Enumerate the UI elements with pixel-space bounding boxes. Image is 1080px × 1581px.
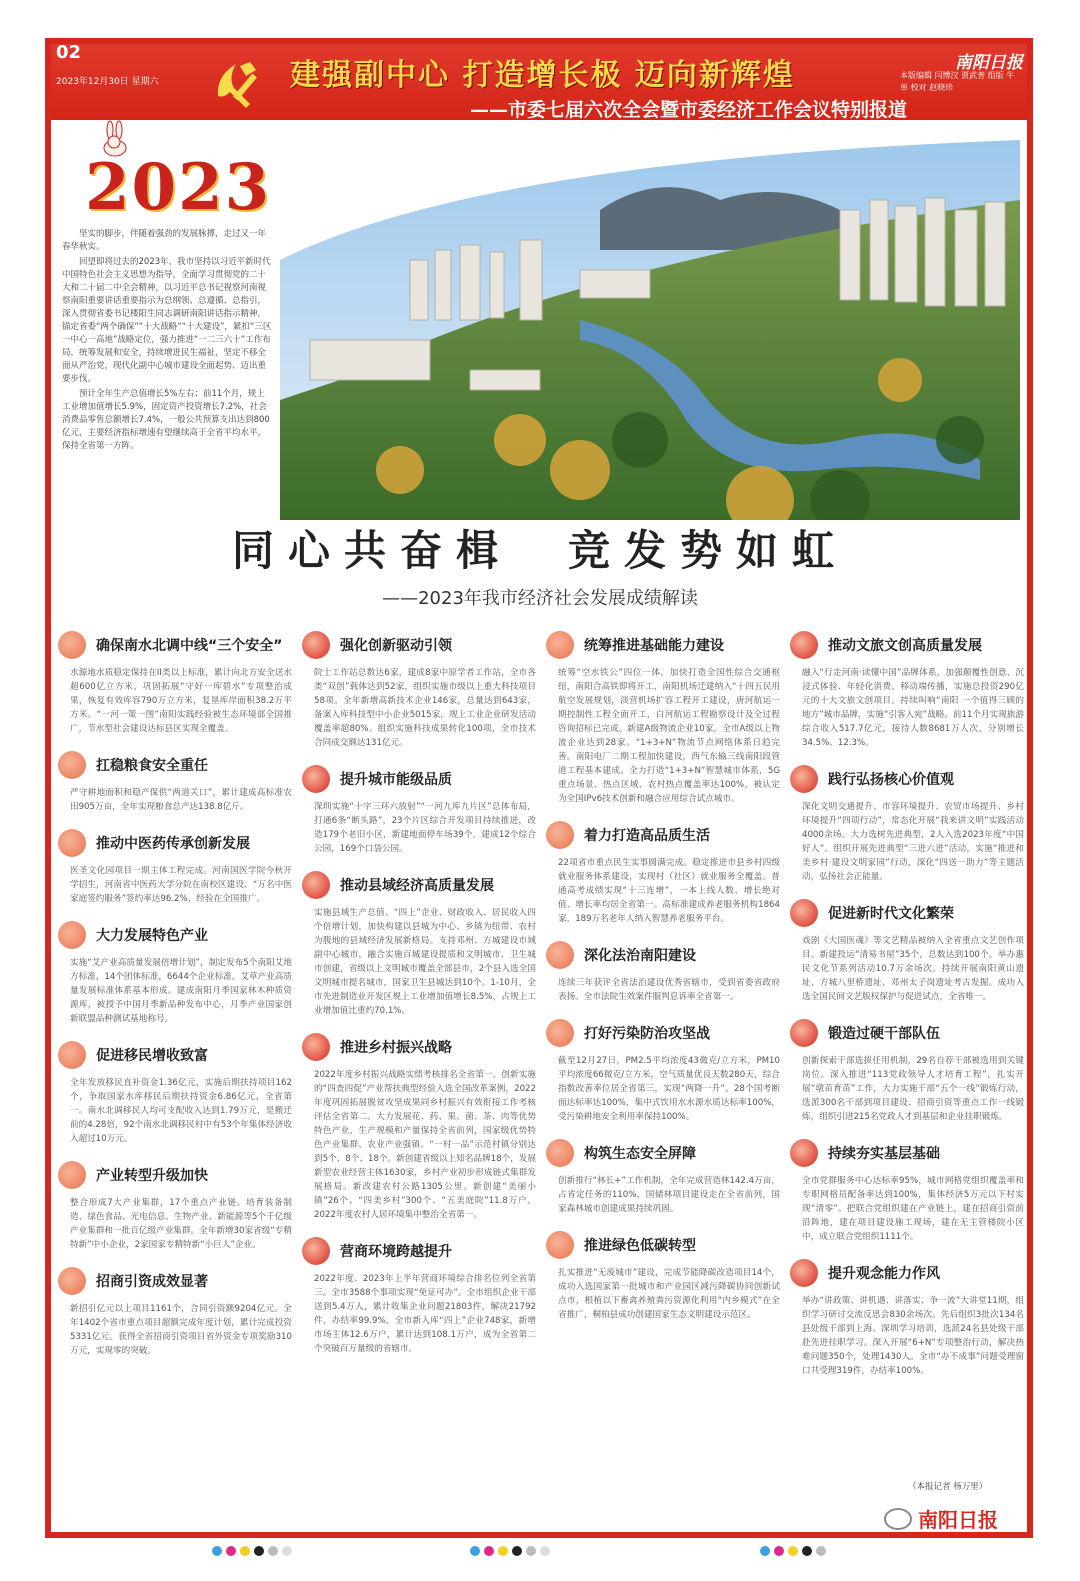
section-header xyxy=(58,750,292,780)
section-title: 确保南水北调中线“三个安全” xyxy=(96,638,283,654)
medical-kit-icon xyxy=(58,829,86,857)
lotus-icon xyxy=(58,921,86,949)
section-body: 深化文明交通提升、市容环境提升、农贸市场提升、乡村环境提升“四项行动”，常态化开展“我来讲文明”实践活动4000余场。大力选树先进典型，2人入选2023年度“中国好人”。组织开展先进典型“三进六进”活动，实施“推进和美乡村·建设文明家园”行动，深化“四送一助力”等主题活动，弘扬社会正能量。 xyxy=(802,802,1024,882)
article-section xyxy=(58,750,292,814)
color-registration-marks xyxy=(470,1546,550,1556)
article-section xyxy=(302,870,536,1018)
plane-icon xyxy=(546,821,574,849)
section-body: 截至12月27日，PM2.5平均浓度43微克/立方米，PM10平均浓度66微克/立方米，空气质量优良天数280天，综合指数改善率位居全省第三，实现“两降一升”。28个国考断面达标率达100%，集中式饮用水水源水质达标率100%，受污染耕地安全利用率保持100%。 xyxy=(558,1056,780,1122)
section-header xyxy=(546,820,780,850)
article-section xyxy=(546,1230,780,1322)
water-drop-icon xyxy=(58,631,86,659)
section-body: 全市党群服务中心达标率95%，城市网格党组织覆盖率和专职网格员配备率达到100%，集体经济5万元以下村实现“清零”。把联合党组织建在产业链上，建在招商引资前沿阵地，建在项目建设施工现场，建在无主管楼院小区中，成立联合党组织1111个。 xyxy=(802,1176,1024,1242)
section-title: 推动文旅文创高质量发展 xyxy=(828,638,982,654)
intro-text xyxy=(62,228,272,455)
article-section xyxy=(546,1018,780,1124)
city-aerial-photo xyxy=(280,140,1020,520)
person-icon xyxy=(58,1041,86,1069)
section-header xyxy=(58,920,292,950)
masthead-logo: 南阳日报 xyxy=(955,53,1023,73)
main-subtitle: ——2023年我市经济社会发展成绩解读 xyxy=(382,588,698,609)
article-section xyxy=(302,630,536,750)
article-section xyxy=(302,1032,536,1222)
registration-dot xyxy=(802,1546,812,1556)
reporter-credit: （本报记者 杨万里） xyxy=(908,1482,988,1492)
building-icon xyxy=(302,1237,330,1265)
section-title: 构筑生态安全屏障 xyxy=(584,1146,696,1162)
page-number: 02 xyxy=(56,42,82,63)
wechat-watermark xyxy=(884,1504,998,1533)
registration-dot xyxy=(760,1546,770,1556)
section-title: 统筹推进基础能力建设 xyxy=(584,638,724,654)
section-header xyxy=(790,1138,1024,1168)
registration-dot xyxy=(484,1546,494,1556)
registration-dot xyxy=(540,1546,550,1556)
section-title: 营商环境跨越提升 xyxy=(340,1244,452,1260)
section-title: 提升观念能力作风 xyxy=(828,1266,940,1282)
registration-dot xyxy=(774,1546,784,1556)
section-title: 推动县域经济高质量发展 xyxy=(340,878,494,894)
registration-dot xyxy=(816,1546,826,1556)
editors-credit: 本版编辑 闫博汉 贾武普 组版 牛 单 校对 赵晓珍 xyxy=(900,71,1015,92)
registration-dot xyxy=(498,1546,508,1556)
crane-icon xyxy=(546,631,574,659)
section-title: 强化创新驱动引领 xyxy=(340,638,452,654)
ship-icon xyxy=(58,1267,86,1295)
section-title: 大力发展特色产业 xyxy=(96,928,208,944)
team-icon xyxy=(790,1019,818,1047)
headline: 建强副中心 打造增长极 迈向新辉煌 xyxy=(290,58,795,93)
section-header xyxy=(546,630,780,660)
section-body: 医圣文化园项目一期主体工程完成。河南国医学院今秋开学招生，河南省中医药大学分院在南校区建设、“万名中医家庭签约服务”签约率达96.2%，经验在全国推广。 xyxy=(70,866,292,904)
pavilion-icon xyxy=(790,631,818,659)
wechat-icon xyxy=(884,1508,912,1530)
section-title: 扛稳粮食安全重任 xyxy=(96,758,208,774)
column-4 xyxy=(790,630,1024,1392)
article-section xyxy=(58,1040,292,1146)
registration-dot xyxy=(240,1546,250,1556)
section-header xyxy=(302,764,536,794)
article-section xyxy=(58,630,292,736)
section-header xyxy=(790,898,1024,928)
wechat-name: 南阳日报 xyxy=(918,1508,998,1532)
article-section xyxy=(546,940,780,1004)
section-body: 深圳实施“十字三环六放射”“一河九库九片区”总体布局，打通6条“断头路”，23个片区综合开发项目持续推进，改造179个老旧小区，新建地面停车场39个，建成12个综合公园，169个口袋公园。 xyxy=(314,802,536,854)
section-header xyxy=(302,630,536,660)
section-body: 统筹“空水铁公”四位一体，加快打造全国性综合交通枢纽，南阳合高铁即将开工，南阳机场迁建纳入“十四五民用航空发展规划，淡营机场扩容工程开工建设，唐河航运一期控制性工程全面开工，白河航运工程勘察设计及全过程咨询招标已完成。新建A级物流企业10家，全市A级以上物流企业达到28家。“1+3+N”物流节点网络体系日趋完善。南阳电厂二期工程加快建设，西气东输三线南阳段管道工程基本建成。全力打造“1+3+N”智慧城市体系，5G重点场景、热点区域、农村热点覆盖率达100%，被认定为全国IPv6技术创新和融合应用综合试点城市。 xyxy=(558,668,780,804)
registration-dot xyxy=(226,1546,236,1556)
section-body: 实施县域生产总值、“四上”企业、财政收入、居民收入四个倍增计划，加快构建以县城为中心、乡镇为纽带、农村为腹地的县域经济发展新格局。支持邓州、方城建设市域副中心城市，融合实施百城建设提质和文明城市、卫生城市创建，省级以上文明城市覆盖全部县市，2个县入选全国文明城市提名城市，国家卫生县城达到10个。1-10月，全市先进制造业开发区规上工业增加值增长8.5%，占规上工业增加值比重约70.1%。 xyxy=(314,908,536,1016)
section-header xyxy=(546,940,780,970)
chat-icon xyxy=(790,1259,818,1287)
column-1 xyxy=(58,630,292,1372)
registration-dot xyxy=(254,1546,264,1556)
intro-paragraph: 预计全年生产总值增长5%左右；前11个月，规上工业增加值增长5.9%，固定资产投资增长7.2%，社会消费品零售总额增长7.4%，一般公共预算支出达到800亿元，主要经济指标增速有望继续高于全省平均水平，保持全省第一方阵。 xyxy=(62,389,270,451)
city-icon xyxy=(302,765,330,793)
chart-icon xyxy=(302,871,330,899)
article-section xyxy=(790,898,1024,1004)
intro-paragraph: 坚实的脚步，伴随着强劲的发展脉搏，走过又一年春华秋实。 xyxy=(62,229,267,252)
article-section xyxy=(546,820,780,926)
section-header xyxy=(58,1266,292,1296)
flower-icon xyxy=(790,765,818,793)
section-title: 持续夯实基层基础 xyxy=(828,1146,940,1162)
article-section xyxy=(790,1258,1024,1378)
section-body: 戏剧《大国医魂》等文艺精品被纳入全省重点文艺创作项目。新建投运“清易书屋”35个，总数达到100个。举办惠民文化节系列活动10.7万余场次。持续开展南阳黄山遗址、方城八里桥遗址、邓州太子岗遗址考古发掘。成功入选全国民间文艺版权保护与促进试点，全省唯一。 xyxy=(802,936,1024,1002)
article-section xyxy=(58,1266,292,1358)
subheadline: ——市委七届六次全会暨市委经济工作会议特别报道 xyxy=(470,99,908,121)
section-header xyxy=(302,1032,536,1062)
section-header xyxy=(790,1018,1024,1048)
section-title: 推进绿色低碳转型 xyxy=(584,1238,696,1254)
section-body: 举办“讲政策、讲机遇、讲落实、争一流”大讲堂11期，组织学习研讨交流反思会830余场次。先后组织3批次134名县处级干部到上海、深圳学习培训，选派24名县处级干部赴先进挂职学习。深入开展“6+N”专项整治行动，解决热难问题350个，处理1430人。全市“办不成事”问题受理窗口共受理319件，办结率100%。 xyxy=(802,1296,1024,1376)
section-header xyxy=(790,1258,1024,1288)
scales-icon xyxy=(546,941,574,969)
section-body: 水源地水质稳定保持在II类以上标准，累计向北方安全送水超600亿立方米，巩固拓展“守好一库碧水”专项整治成果，恢复有效库容790万立方米，复垦库岸面积38.2万平方米。“一河一策一图”南阳实践经验被生态环境部全国推广，节水型社会建设达标县区实现全覆盖。 xyxy=(70,668,292,734)
article-section xyxy=(546,630,780,806)
section-title: 促进新时代文化繁荣 xyxy=(828,906,954,922)
section-title: 锻造过硬干部队伍 xyxy=(828,1026,940,1042)
registration-dot xyxy=(268,1546,278,1556)
registration-dot xyxy=(526,1546,536,1556)
registration-dot xyxy=(282,1546,292,1556)
party-emblem-icon xyxy=(206,56,266,112)
section-body: 2022年度、2023年上半年营商环境综合排名位列全省第三。全市3588个事项实现“免证可办”。全市组织企业干部送到5.4万人，累计收集企业问题21803件，解决21792件，办结率99.9%。全市新入库“四上”企业748家，新增市场主体12.6万户，累计达到108.1万户，成为全省第二个突破百万量级的省辖市。 xyxy=(314,1274,536,1354)
section-header xyxy=(546,1230,780,1260)
color-registration-marks xyxy=(760,1546,826,1556)
chimney-icon xyxy=(546,1019,574,1047)
tree-icon xyxy=(546,1139,574,1167)
section-body: 融入“行走河南·读懂中国”品牌体系，加强颠覆性创意、沉浸式体验、年轻化消费、移动端传播，实施总投资290亿元的十大文旅文创项目。持续叫响“南阳 一个值得三顾的地方”城市品牌，实施“引客入宛”战略。前11个月实现旅游综合收入517.7亿元，接待人数8681万人次，分别增长34.5%、12.3%。 xyxy=(802,668,1024,748)
intro-paragraph: 回望即将过去的2023年，我市坚持以习近平新时代中国特色社会主义思想为指导，全面学习贯彻党的二十大和二十届二中全会精神，以习近平总书记视察河南视察南阳重要讲话重要指示为总纲领、总遵循、总指引，深入贯彻省委书记楼阳生同志调研南阳讲话指示精神，锚定省委“两个确保”“十大战略”“十大建设”，紧扣“三区一中心一高地”战略定位，强力推进“一二三六十”工作布局，统筹发展和安全，持续增进民生福祉，坚定不移全面从严治党，现代化副中心城市建设全面起势、迈出重要步伐。 xyxy=(62,257,272,384)
section-title: 招商引资成效显著 xyxy=(96,1274,208,1290)
section-header xyxy=(302,870,536,900)
section-title: 深化法治南阳建设 xyxy=(584,948,696,964)
section-title: 提升城市能级品质 xyxy=(340,772,452,788)
section-header xyxy=(58,1160,292,1190)
article-section xyxy=(790,1018,1024,1124)
factory-icon xyxy=(302,631,330,659)
registration-dot xyxy=(470,1546,480,1556)
section-header xyxy=(58,630,292,660)
section-body: 2022年度乡村振兴战略实绩考核排名全省第一。创新实施的“四查四促”产业帮扶典型经验入选全国改革案例，2022年度巩固拓展脱贫攻坚成果同乡村振兴有效衔接工作考核评估全省第二。大力发展花、药、果、菌、茶、肉等优势特色产业，生产规模和产量保持全省前列，国家级优势特色产业集群、农业产业强镇、“一村一品”示范村镇分别达到5个、8个、18个。新创建省级以上知名品牌18个，发展新型农业经营主体1630家，乡村产业初步形成链式集群发展格局。新改建农村公路1305公里。新创建“美丽小镇”26个、“四美乡村”300个、“五美庭院”11.8万户。2022年度农村人居环境集中整治全省第一。 xyxy=(314,1070,536,1220)
section-title: 促进移民增收致富 xyxy=(96,1048,208,1064)
section-body: 严守耕地面积和稳产保供“两道关口”，累计建成高标准农田905万亩，全年实现粮食总产达138.8亿斤。 xyxy=(70,788,292,812)
color-registration-marks xyxy=(212,1546,292,1556)
section-body: 实施“艾产业高质量发展倍增计划”，制定发布5个南阳艾地方标准，14个团体标准，6644个企业标准。艾草产业高质量发展标准体系基本形成。建成南阳月季国家林木种质资源库，被授予中国月季新品种发布中心，月季产业国家创新联盟品种测试基地称号。 xyxy=(70,958,292,1024)
article-section xyxy=(790,764,1024,884)
article-section xyxy=(790,1138,1024,1244)
section-header xyxy=(58,1040,292,1070)
section-body: 整合形成7大产业集群，17个重点产业链。培育装备制造、绿色食品、光电信息、生物产业、新能源等5个千亿级产业集群和一批百亿级产业集群。全年新增30家省级“专精特新”中小企业，2家国家专精特新“小巨人”企业。 xyxy=(70,1198,292,1250)
section-body: 创新推行“林长+”工作机制，全年完成营造林142.4万亩，占省定任务的110%，国储林项目建设走在全省前列，国家森林城市创建成果持续巩固。 xyxy=(558,1176,780,1214)
section-title: 着力打造高品质生活 xyxy=(584,828,710,844)
tower-icon xyxy=(302,1033,330,1061)
gear-icon xyxy=(58,1161,86,1189)
section-header xyxy=(546,1138,780,1168)
page-date: 2023年12月30日 星期六 xyxy=(56,77,159,87)
section-header xyxy=(58,828,292,858)
registration-dot xyxy=(788,1546,798,1556)
book-icon xyxy=(790,899,818,927)
section-header xyxy=(546,1018,780,1048)
registration-dot xyxy=(512,1546,522,1556)
section-header xyxy=(790,630,1024,660)
article-section xyxy=(58,1160,292,1252)
section-body: 院士工作站总数达6家，建成8家中原学者工作站，全市各类“双创”载体达到52家，组织实施市级以上重大科技项目58项。全年新增高新技术企业146家，总量达到643家，备案入库科技型中小企业5015家，规上工业企业研发活动覆盖率超80%。组织实施科技成果转化100项，全市技术合同成交额达131亿元。 xyxy=(314,668,536,748)
solar-icon xyxy=(546,1231,574,1259)
section-body: 扎实推进“无废城市”建设，完成节能降碳改造项目14个，成功入选国家第一批城市和产业园区减污降碳协同创新试点市，根植以下畜禽养殖粪污资源化利用“内乡模式”在全省推广，桐柏县成功创建国家生态文明建设示范区。 xyxy=(558,1268,780,1320)
section-title: 推进乡村振兴战略 xyxy=(340,1040,452,1056)
column-2 xyxy=(302,630,536,1370)
article-section xyxy=(302,1236,536,1356)
year-art: 2023 xyxy=(85,150,272,225)
section-header xyxy=(790,764,1024,794)
article-section xyxy=(58,828,292,906)
article-section xyxy=(302,764,536,856)
column-3 xyxy=(546,630,780,1336)
section-body: 22项省市重点民生实事圆满完成。稳定推进市县乡村四级就业服务体系建设，实现村（社区）就业服务全覆盖。普通高考成绩实现“十三连增”，一本上线人数、增长绝对值、增长率均居全省第一。高标准建成养老服务机构1864家，189万名老年人纳入智慧养老服务平台。 xyxy=(558,858,780,924)
section-title: 践行弘扬核心价值观 xyxy=(828,772,954,788)
section-body: 创新探索干部选拔任用机制，29名自荐干部被选用到关键岗位。深入推进“113党政领导人才培育工程”，扎实开展“墩苗育苗”工作，大力实施干部“五个一线”锻炼行动，选派300名干部到项目建设、招商引资等重点工作一线锻炼，组织引进215名党政人才到基层和企业挂职锻炼。 xyxy=(802,1056,1024,1122)
main-title: 同心共奋楫 竞发势如虹 xyxy=(231,526,848,575)
section-title: 打好污染防治攻坚战 xyxy=(584,1026,710,1042)
section-header xyxy=(302,1236,536,1266)
article-section xyxy=(58,920,292,1026)
article-section xyxy=(546,1138,780,1216)
grain-bag-icon xyxy=(58,751,86,779)
section-title: 产业转型升级加快 xyxy=(96,1168,208,1184)
section-body: 连续三年获评全省法治建设优秀省辖市，受到省委省政府表扬。全市法院生效案件服判息诉率全省第一。 xyxy=(558,978,780,1002)
section-body: 全年发放移民直补资金1.36亿元，实施后期扶持项目162个，争取国家水库移民后期扶持资金6.86亿元，全省第一。南水北调移民人均可支配收入达到1.79万元，是搬迁前的4.28倍，92个南水北调移民村中有53个年集体经济收入超过10万元。 xyxy=(70,1078,292,1144)
village-icon xyxy=(790,1139,818,1167)
article-section xyxy=(790,630,1024,750)
section-title: 推动中医药传承创新发展 xyxy=(96,836,250,852)
section-body: 新招引亿元以上项目1161个，合同引资额9204亿元。全年1402个省市重点项目超额完成年度计划，累计完成投资5331亿元。获得全省招商引资项目省外资金专项奖励310万元，实现零的突破。 xyxy=(70,1304,292,1356)
registration-dot xyxy=(212,1546,222,1556)
